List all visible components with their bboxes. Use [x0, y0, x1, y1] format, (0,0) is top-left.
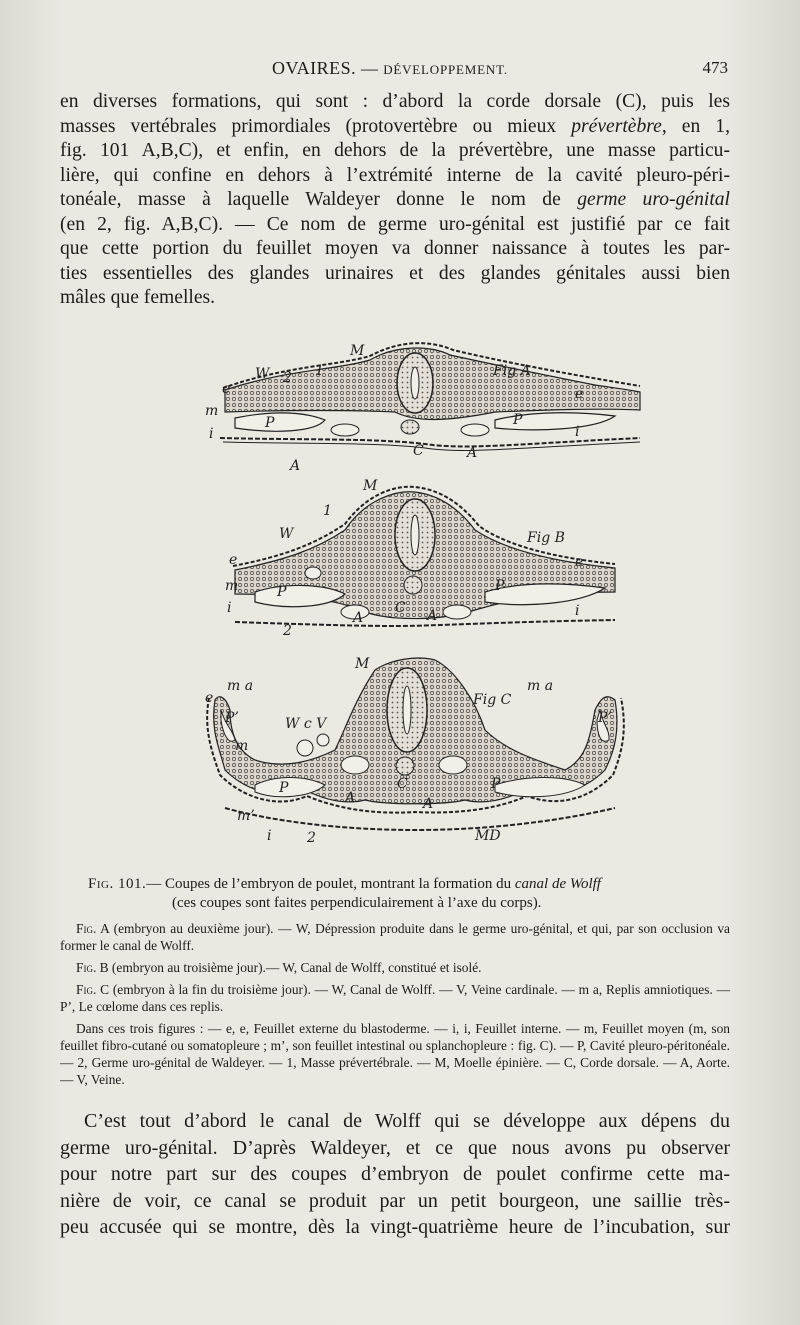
caption-text-continued: (ces coupes sont faites perpendiculairement à l’axe du corps).: [172, 895, 542, 911]
label-A: A: [427, 608, 438, 624]
section-c-aorta-left: [341, 756, 369, 774]
text-line: C’est tout d’abord le canal de Wolff qui se développe aux dépens du: [84, 1110, 730, 1132]
label-i: i: [267, 828, 272, 844]
section-c-neural-canal: [403, 686, 411, 734]
section-b: [225, 478, 615, 639]
label-A: A: [353, 610, 364, 626]
italic-term: germe uro-génital: [577, 189, 730, 210]
running-title-separator: —: [360, 59, 379, 78]
text-line: ties essentielles des glandes urinaires et des glandes génitales aussi bien: [60, 262, 730, 284]
section-b-aorta-right: [443, 605, 471, 619]
label-m: m: [235, 738, 249, 754]
text-line: masses vertébrales primordiales (protovertèbre ou mieux prévertèbre, en 1,: [60, 115, 730, 137]
label-e: e: [222, 381, 231, 397]
legend-entry-c: Fig. C (embryon à la fin du troisième jour). — W, Canal de Wolff. — V, Veine cardinale. — m a, Replis amniotiques. — P’, Le cœlome dans ces replis.: [60, 982, 730, 1014]
paragraph-bottom: [60, 1108, 730, 1241]
section-a-coelom-left: [235, 413, 325, 431]
section-c-aorta-right: [439, 756, 467, 774]
text-line: fig. 101 A,B,C), et enfin, en dehors de la prévertèbre, une masse particu-: [60, 140, 730, 161]
text-line: nière de voir, ce canal se produit par un petit bourgeon, une saillie très-: [60, 1189, 730, 1212]
running-header: [60, 58, 730, 82]
label-P: P: [495, 578, 505, 594]
text-line: en diverses formations, qui sont : d’abord la corde dorsale (C), puis les: [60, 91, 730, 112]
text-line: peu accusée qui se montre, dès la vingt-quatrième heure de l’incubation, sur: [60, 1216, 730, 1238]
running-title-main: OVAIRES.: [272, 58, 357, 78]
label-WcV: W c V: [285, 716, 327, 732]
label-2: 2: [283, 370, 292, 386]
label-e: e: [205, 690, 214, 706]
page-number: 473: [702, 58, 728, 77]
section-a-notochord: [401, 420, 419, 434]
label-1: 1: [315, 363, 324, 379]
section-a: [205, 343, 640, 474]
legend-entry-b: Fig. B (embryon au troisième jour).— W, Canal de Wolff, constitué et isolé.: [76, 960, 482, 975]
section-c-notochord: [396, 757, 414, 775]
text-line: (en 2, fig. A,B,C). — Ce nom de germe uro-génital est justifié par ce fait: [60, 213, 730, 235]
text-line: que cette portion du feuillet moyen va donner naissance à toutes les par-: [60, 238, 730, 259]
text-line: germe uro-génital. D’après Waldeyer, et ce que nous avons pu observer: [60, 1136, 730, 1159]
legend-entry-a: Fig. A (embryon au deuxième jour). — W, Dépression produite dans le germe uro-génital, et qui, par son occlusion va former le canal de Wolff.: [60, 921, 730, 953]
text-line: pour notre part sur des coupes d’embryon de poulet confirme cette ma-: [60, 1163, 730, 1185]
label-m: m: [205, 403, 219, 419]
label-A: A: [423, 796, 434, 812]
italic-term: prévertèbre: [571, 115, 662, 137]
running-title: [272, 58, 508, 79]
label-mprime: m’: [237, 808, 255, 824]
label-P: P: [491, 776, 501, 792]
section-b-wolff-canal: [305, 567, 321, 579]
label-C: C: [397, 776, 408, 792]
fig-b-label: Fig B: [527, 530, 565, 546]
label-M: M: [363, 478, 378, 494]
label-P: P: [513, 412, 523, 428]
label-2: 2: [283, 623, 292, 639]
section-c-cardinal-vein: [317, 734, 329, 746]
section-b-coelom-left: [255, 585, 345, 606]
label-Pprime: P’: [225, 710, 239, 726]
label-P: P: [277, 584, 287, 600]
section-a-endoderm-inner: [223, 442, 640, 450]
label-A: A: [345, 790, 356, 806]
section-c-wolff-canal: [297, 740, 313, 756]
label-MD: MD: [475, 828, 501, 844]
caption-italic: canal de Wolff: [514, 876, 601, 892]
label-M: M: [350, 343, 365, 359]
figure-illustration: [195, 330, 755, 850]
label-m: m: [225, 578, 239, 594]
label-P: P: [279, 780, 289, 796]
section-b-notochord: [404, 576, 422, 594]
label-2: 2: [307, 830, 316, 846]
label-i: i: [209, 426, 214, 442]
label-C: C: [413, 443, 424, 459]
text-line: lière, qui confine en dehors à l’extrémité interne de la cavité pleuro-péri-: [60, 164, 730, 186]
label-W: W: [255, 366, 270, 382]
label-e: e: [575, 554, 584, 570]
figure-legend: [60, 920, 730, 1093]
label-A: A: [290, 458, 301, 474]
section-a-aorta-left: [331, 424, 359, 436]
section-a-neural-canal: [411, 367, 419, 399]
section-b-neural-canal: [411, 515, 419, 555]
section-c: [205, 656, 624, 846]
label-W: W: [279, 526, 294, 542]
label-A: A: [467, 445, 478, 461]
caption-text: — Coupes de l’embryon de poulet, montrant la formation du: [146, 876, 512, 892]
label-i: i: [575, 424, 580, 440]
section-a-aorta-right: [461, 424, 489, 436]
text-line: tonéale, masse à laquelle Waldeyer donne le nom de germe uro-génital: [60, 189, 730, 210]
section-b-endoderm: [235, 620, 615, 626]
caption-fig-label: Fig. 101.: [88, 876, 147, 892]
fig-c-label: Fig C: [473, 692, 512, 708]
label-ma: m a: [527, 678, 554, 694]
label-1: 1: [323, 503, 332, 519]
fig-a-label: Fig A: [493, 363, 531, 379]
embryo-section-figure: [195, 330, 755, 850]
paragraph-top: [60, 90, 730, 311]
label-ma: m a: [227, 678, 254, 694]
label-e: e: [575, 386, 584, 402]
figure-caption: [88, 875, 728, 913]
label-i: i: [575, 603, 580, 619]
legend-entry-common: Dans ces trois figures : — e, e, Feuillet externe du blastoderme. — i, i, Feuillet interne. — m, Feuillet moyen (m, son feuillet fibro-cutané ou somatopleure ; m’, son feuillet intestinal ou splanchopleure : fig. C). — P, Cavité pleuro-péritonéale. — 2, Germe uro-génital de Waldeyer. — 1, Masse prévertébrale. — M, Moelle épinière. — C, Corde dorsale. — A, Aorte. — V, Veine.: [60, 1021, 730, 1087]
running-title-section: DÉVELOPPEMENT.: [383, 62, 508, 77]
label-P: P: [265, 415, 275, 431]
text-line: mâles que femelles.: [60, 287, 216, 308]
label-i: i: [227, 600, 232, 616]
label-e: e: [229, 552, 238, 568]
label-Pprime: P’: [598, 710, 612, 726]
label-M: M: [355, 656, 370, 672]
label-C: C: [395, 600, 406, 616]
